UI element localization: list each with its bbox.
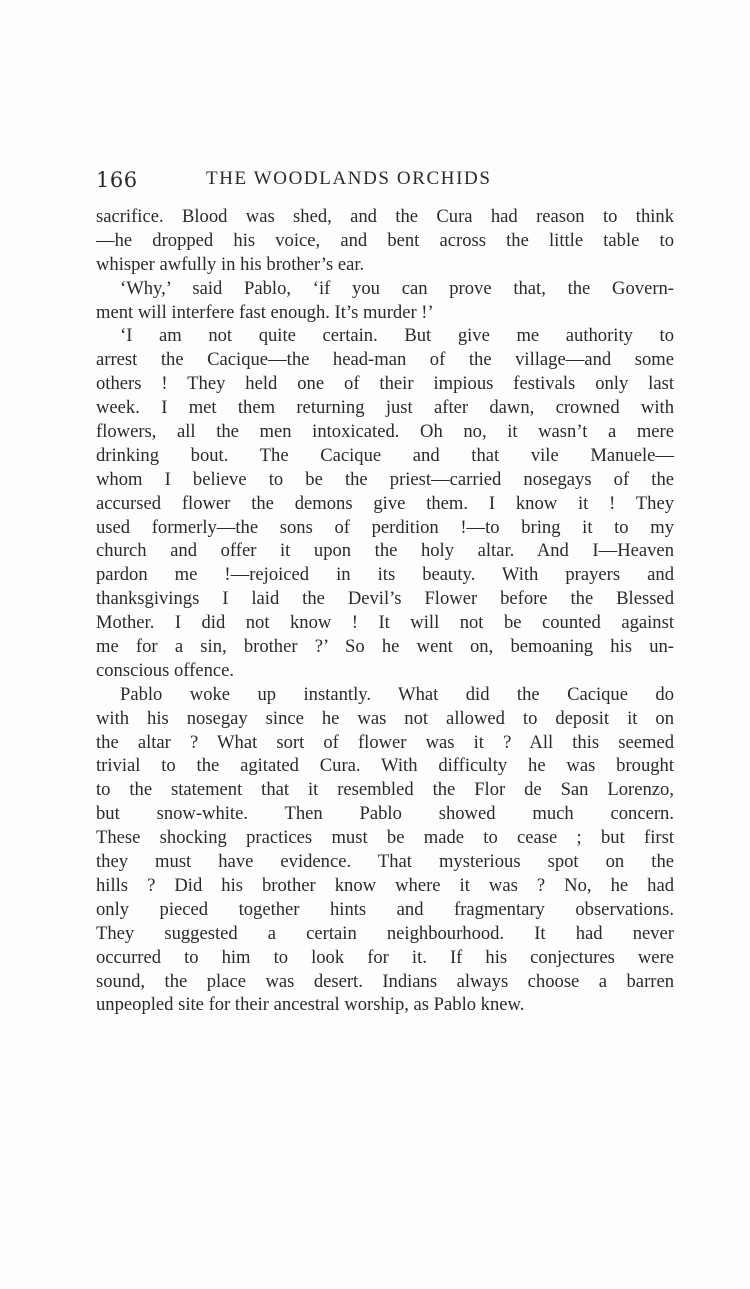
text-line: Mother. I did not know ! It will not be counted against bbox=[96, 612, 674, 634]
text-line: me for a sin, brother ?’ So he went on, bemoaning his un- bbox=[96, 636, 674, 658]
text-line: others ! They held one of their impious festivals only last bbox=[96, 373, 674, 395]
page-header bbox=[96, 168, 676, 198]
text-line: with his nosegay since he was not allowed to deposit it on bbox=[96, 707, 674, 729]
text-line: but snow-white. Then Pablo showed much concern. bbox=[96, 803, 674, 825]
text-line: used formerly—the sons of perdition !—to bring it to my bbox=[96, 516, 674, 538]
text-line: ment will interfere fast enough. It’s murder !’ bbox=[96, 301, 434, 323]
text-line: only pieced together hints and fragmentary observations. bbox=[96, 898, 674, 920]
running-title: THE WOODLANDS ORCHIDS bbox=[206, 168, 492, 189]
page-number: 166 bbox=[96, 168, 138, 192]
text-line: whom I believe to be the priest—carried nosegays of the bbox=[96, 468, 674, 490]
text-line: to the statement that it resembled the Flor de San Lorenzo, bbox=[96, 779, 674, 801]
text-line: unpeopled site for their ancestral worship, as Pablo knew. bbox=[96, 994, 525, 1016]
text-line: they must have evidence. That mysterious spot on the bbox=[96, 851, 674, 873]
text-line: ‘Why,’ said Pablo, ‘if you can prove that, the Govern- bbox=[120, 277, 674, 299]
text-line: trivial to the agitated Cura. With difficulty he was brought bbox=[96, 755, 674, 777]
text-line: They suggested a certain neighbourhood. It had never bbox=[96, 922, 674, 944]
text-line: pardon me !—rejoiced in its beauty. With prayers and bbox=[96, 564, 674, 586]
text-line: ‘I am not quite certain. But give me authority to bbox=[120, 325, 674, 347]
text-line: These shocking practices must be made to cease ; but first bbox=[96, 827, 674, 849]
text-line: whisper awfully in his brother’s ear. bbox=[96, 253, 365, 275]
text-line: drinking bout. The Cacique and that vile Manuele— bbox=[96, 444, 674, 466]
text-line: thanksgivings I laid the Devil’s Flower before the Blessed bbox=[96, 588, 674, 610]
text-line: hills ? Did his brother know where it was ? No, he had bbox=[96, 874, 674, 896]
text-line: sound, the place was desert. Indians always choose a barren bbox=[96, 970, 674, 992]
text-line: accursed flower the demons give them. I know it ! They bbox=[96, 492, 674, 514]
body-text bbox=[96, 205, 674, 1017]
text-line: arrest the Cacique—the head-man of the village—and some bbox=[96, 349, 674, 371]
text-line: the altar ? What sort of flower was it ? All this seemed bbox=[96, 731, 674, 753]
text-line: Pablo woke up instantly. What did the Cacique do bbox=[120, 683, 674, 705]
text-line: sacrifice. Blood was shed, and the Cura had reason to think bbox=[96, 206, 674, 227]
text-line: occurred to him to look for it. If his conjectures were bbox=[96, 946, 674, 968]
text-line: —he dropped his voice, and bent across the little table to bbox=[96, 229, 674, 251]
text-line: conscious offence. bbox=[96, 659, 235, 681]
text-line: church and offer it upon the holy altar. And I—Heaven bbox=[96, 540, 674, 562]
text-line: flowers, all the men intoxicated. Oh no, it wasn’t a mere bbox=[96, 421, 674, 443]
text-line: week. I met them returning just after dawn, crowned with bbox=[96, 397, 674, 419]
